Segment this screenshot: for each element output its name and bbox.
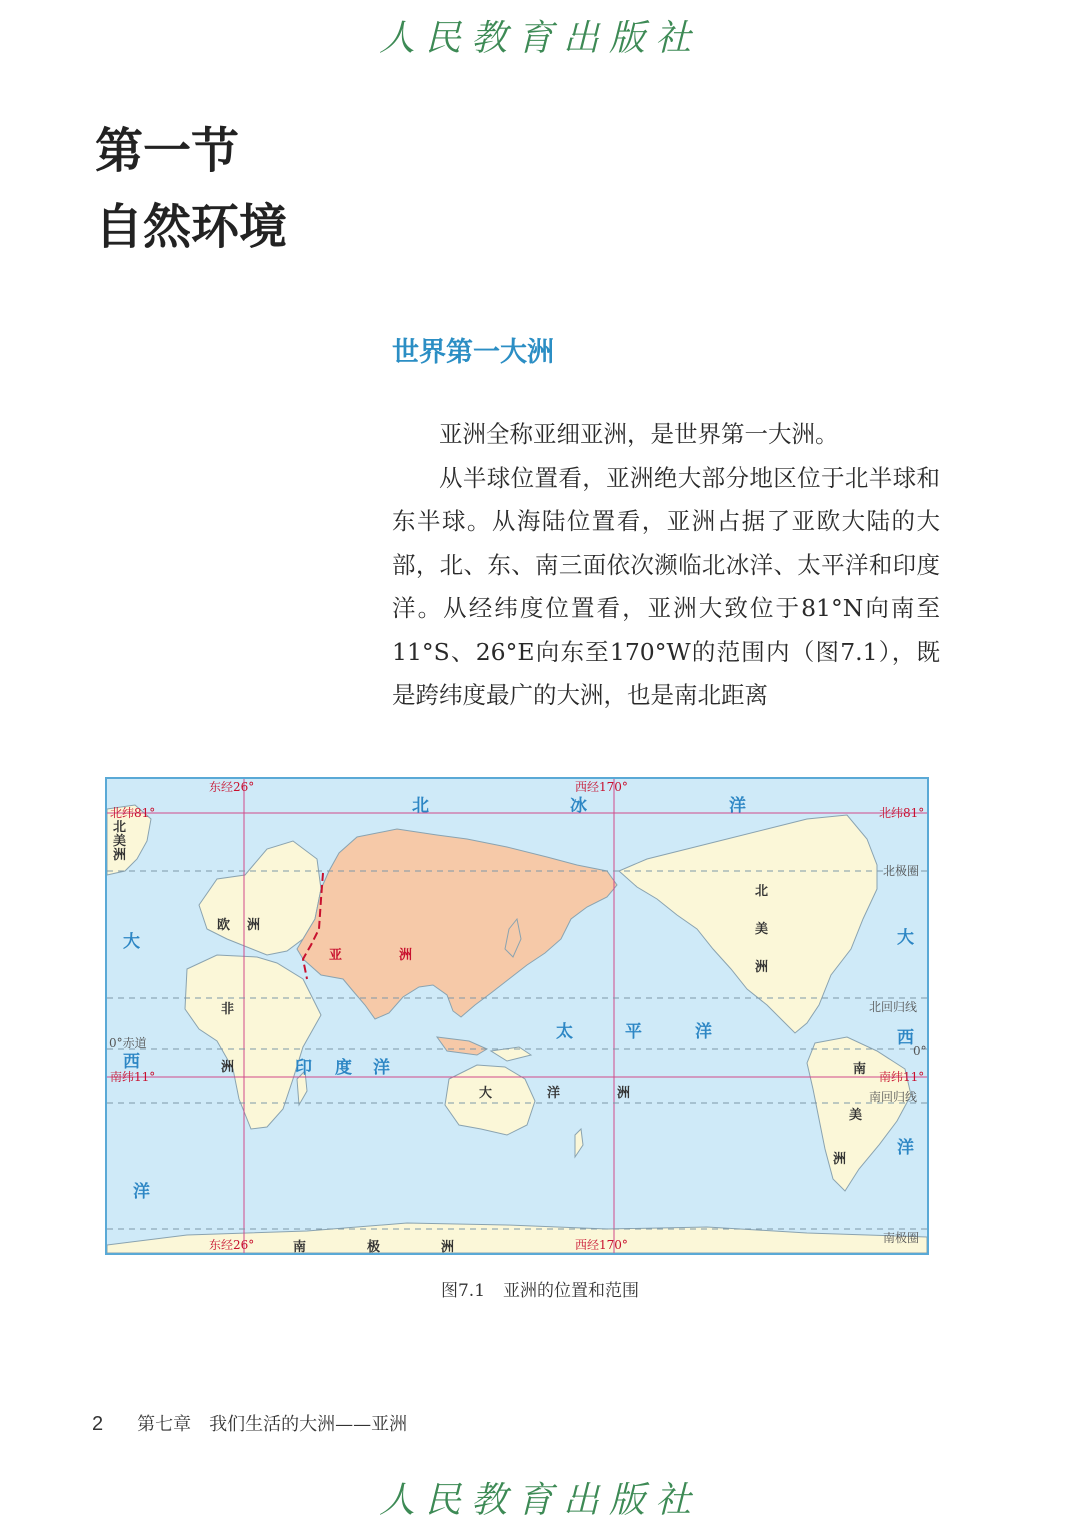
label-equator-left: 0°赤道 (109, 1036, 147, 1050)
continent-label-sa-1: 南 (853, 1062, 867, 1077)
continent-label-asia-1: 亚 (329, 948, 343, 963)
continent-label-na-left-3: 洲 (113, 848, 127, 863)
continent-label-oceania-3: 洲 (617, 1086, 631, 1101)
ocean-label-indian-1: 印 (295, 1058, 312, 1078)
ocean-label-pacific-3: 洋 (695, 1022, 712, 1042)
label-w170-bottom: 西经170° (575, 1238, 628, 1252)
section-number: 第一节 (95, 123, 240, 179)
landmass-europe (199, 841, 321, 955)
land-masses (107, 805, 927, 1253)
continent-label-antarctica-3: 洲 (441, 1240, 455, 1253)
continent-label-africa-2: 洲 (221, 1060, 235, 1075)
landmass-asia (297, 829, 617, 1019)
landmass-new-zealand (575, 1129, 583, 1157)
continent-label-oceania-1: 大 (479, 1086, 493, 1101)
figure-caption (0, 1276, 1080, 1301)
label-arctic-circle: 北极圈 (883, 864, 920, 878)
ocean-label-arctic-1: 北 (412, 796, 429, 816)
ocean-label-indian-3: 洋 (373, 1058, 390, 1078)
label-tropic-of-cancer: 北回归线 (869, 1000, 918, 1014)
ocean-label-atlantic-right-3: 洋 (897, 1138, 914, 1158)
continent-label-na-3: 洲 (755, 960, 769, 975)
continent-label-na-1: 北 (755, 884, 769, 899)
asia-location-map (105, 777, 929, 1255)
page-footer (92, 1410, 407, 1436)
continent-label-asia-2: 洲 (399, 948, 413, 963)
ocean-label-indian-2: 度 (335, 1058, 352, 1078)
figure-caption-text: 亚洲的位置和范围 (503, 1281, 640, 1301)
label-e26-top: 东经26° (209, 780, 255, 794)
continent-label-sa-3: 洲 (833, 1152, 847, 1167)
footer-chapter: 第七章 (137, 1414, 192, 1435)
ocean-label-arctic-2: 冰 (570, 796, 587, 816)
ocean-label-atlantic-left-3: 洋 (133, 1182, 150, 1202)
publisher-watermark-bottom: 人民教育出版社 (378, 1480, 701, 1521)
subheading: 世界第一大洲 (392, 337, 554, 368)
label-n81-right: 北纬81° (879, 806, 925, 820)
continent-label-antarctica-2: 极 (367, 1240, 381, 1253)
ocean-label-arctic-3: 洋 (729, 796, 746, 816)
section-title: 自然环境 (95, 199, 288, 255)
continent-label-sa-2: 美 (849, 1108, 863, 1123)
ocean-label-pacific-1: 太 (556, 1022, 573, 1042)
figure-number: 图7.1 (440, 1281, 486, 1301)
ocean-label-atlantic-right-2: 西 (897, 1028, 914, 1048)
continent-label-na-left-2: 美 (113, 834, 127, 849)
continent-label-oceania-2: 洋 (547, 1086, 561, 1101)
ocean-label-atlantic-right-1: 大 (897, 928, 914, 948)
label-w170-top: 西经170° (575, 780, 628, 794)
continent-label-europe-1: 欧 (217, 918, 231, 933)
body-text (392, 413, 940, 718)
continent-label-na-2: 美 (755, 922, 769, 937)
label-s11-left: 南纬11° (110, 1070, 156, 1084)
continent-label-antarctica-1: 南 (293, 1240, 307, 1253)
label-n81-left: 北纬81° (110, 806, 156, 820)
continent-label-africa-1: 非 (221, 1002, 235, 1017)
label-antarctic-circle: 南极圈 (883, 1231, 920, 1245)
paragraph: 亚洲全称亚细亚洲，是世界第一大洲。 (439, 420, 839, 448)
footer-chapter-title: 我们生活的大洲——亚洲 (209, 1414, 408, 1435)
ocean-label-pacific-2: 平 (625, 1022, 642, 1042)
page-number: 2 (92, 1413, 104, 1435)
continent-label-na-left-1: 北 (113, 820, 127, 835)
landmass-north-america (619, 815, 877, 1033)
label-s11-right: 南纬11° (879, 1070, 925, 1084)
landmass-sea-islands (437, 1037, 487, 1055)
continent-label-europe-2: 洲 (247, 918, 261, 933)
paragraph: 从半球位置看，亚洲绝大部分地区位于北半球和东半球。从海陆位置看，亚洲占据了亚欧大陆的大部，北、东、南三面依次濒临北冰洋、太平洋和印度洋。从经纬度位置看，亚洲大致位于81°N向南至11°S、26°E向东至170°W的范围内（图7.1），既是跨纬度最广的大洲，也是南北距离 (392, 463, 940, 709)
ocean-label-atlantic-left-1: 大 (123, 932, 140, 952)
label-equator-right: 0° (913, 1044, 927, 1058)
label-e26-bottom: 东经26° (209, 1238, 255, 1252)
label-tropic-of-capricorn: 南回归线 (869, 1090, 918, 1104)
publisher-watermark-top: 人民教育出版社 (378, 18, 701, 59)
ocean-label-atlantic-left-2: 西 (123, 1052, 140, 1072)
